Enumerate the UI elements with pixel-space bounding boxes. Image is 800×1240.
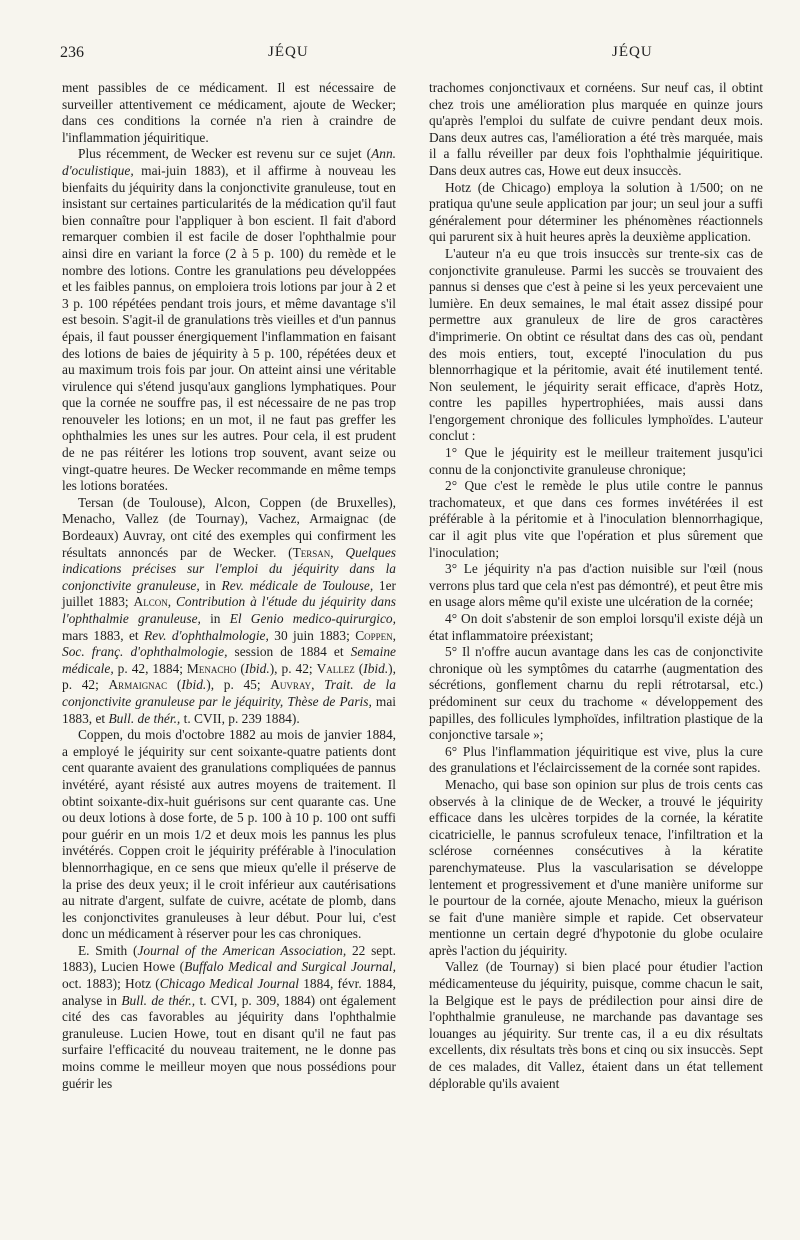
text-run: mai-juin 1883), et il affirme à nouveau les bienfaits du jéquirity dans la conjonctivite granuleuse, tout en insistant sur certaines particularités de la médication qu'il faut bien connaître pour l'appliquer à bon escient. Il fait d'abord remarquer combien il est facile de doser l'ophthalmie pour ainsi dire en variant la force (2 à 5 p. 100) du remède et le nombre des lotions. Contre les granulations peu développées et les faibles pannus, on emploiera trois lotions par jour à 2 et 3 p. 100 répétées pendant trois jours, et même davantage s'il est besoin. S'agit-il de granulations très vieilles et d'un pannus épais, il faut pousser énergiquement l'inflammation en faisant des lotions de baies de jéquirity à 5 p. 100, répétées deux et au maximum trois fois par jour. On atteint ainsi une véritable virulence qui s'étend jusqu'aux ganglions lymphatiques. Pour que la cornée ne souffre pas, il est nécessaire de ne pas trop renouveler les lotions; en un mot, il ne faut pas greffer les ophthalmies les unes sur les autres. Pour cela, il est prudent de ne pas réitérer les lotions trop souvent, avant seize ou vingt-quatre heures. De Wecker recommande en même temps les lotions boratées. [62, 162, 396, 494]
running-head-right: JÉQU [612, 44, 653, 60]
paragraph: Vallez (de Tournay) si bien placé pour étudier l'action médicamenteuse du jéquirity, puisque, comme chacun le sait, la Belgique est le pays de prédilection pour ainsi dire de l'ophthalmie granuleuse, ne marchande pas davantage ses louanges au jéquirity. Sur trente cas, il a eu dix résultats excellents, dix résultats très bons et cinq ou six insuccès. Sept de ces malades, dit Vallez, étaient dans un état tellement déplorable qu'ils avaient [429, 959, 763, 1091]
text-run: session de 1884 et [227, 644, 351, 660]
paragraph: Hotz (de Chicago) employa la solution à 1/500; on ne pratiqua qu'une seule application par jour; un seul jour a suffi généralement pour déterminer les phénomènes réactionnels qui parurent six à huit heures après la deuxième application. [429, 179, 763, 245]
conclusion-item: 2° Que c'est le remède le plus utile contre le pannus trachomateux, et que dans ces formes invétérées il est préférable à la péritomie et à l'inoculation blennorrhagique, car il agit plus vite que l'opération et plus sûrement que l'inoculation; [429, 478, 763, 560]
text-run: p. 42, 1884; [113, 660, 187, 676]
left-column [62, 80, 396, 1092]
author-name: Auvray, [270, 677, 315, 693]
text-run: t. CVI, p. 309, 1884) ont également cité des cas favorables au jéquirity dans l'ophthalmie granuleuse. Lucien Howe, tout en disant qu'il ne faut pas surfaire l'efficacité du nouveau traitement, ne le donne pas moins comme le meilleur moyen que nous possédions pour guérir les [62, 992, 397, 1091]
text-run: 22 sept. 1883), Lucien Howe ( [62, 942, 396, 975]
text-run: E. Smith ( [78, 942, 138, 958]
citation: Trait. de la conjonctivite granuleuse par le jéquirity, Thèse de Paris, [62, 677, 396, 709]
text-run: 1er juillet 1883; [62, 577, 396, 610]
text-run: ), p. 42; [62, 660, 396, 693]
citation: Journal of the American Association, [137, 942, 347, 958]
citation: Rev. d'ophthalmologie, [144, 627, 269, 643]
paragraph [62, 495, 396, 727]
conclusion-item: 1° Que le jéquirity est le meilleur traitement jusqu'ici connu de la conjonctivite granuleuse chronique; [429, 445, 763, 477]
citation: Rev. médicale de Toulouse, [221, 577, 374, 593]
text-run: ), p. 42; [269, 660, 317, 676]
conclusion-item: 6° Plus l'inflammation jéquiritique est vive, plus la cure des granulations et l'éclaircissement de la cornée sont rapides. [429, 743, 763, 776]
author-name: Tersan, [292, 544, 334, 560]
page-number: 236 [60, 44, 84, 61]
right-column [429, 80, 763, 1092]
citation: Ann. d'oculistique, [62, 146, 396, 178]
text-run: 30 juin 1883; [268, 627, 356, 643]
citation: Contribution à l'étude du jéquirity dans l'ophthalmie granuleuse, [62, 594, 396, 626]
text-run: oct. 1883); Hotz ( [62, 976, 160, 992]
author-name: Alcon, [133, 594, 172, 610]
conclusion-item: 5° Il n'offre aucun avantage dans les cas de conjonctivite chronique où les symptômes du catarrhe (augmentation des sécrétions, gonflement charnu du repli rétrotarsal, etc.) prédominent sur ceux du trachome « développement des papilles, des follicules lymphoïdes, infiltration plastique de la conjonctive tarsale »; [429, 644, 763, 743]
text-run: ( [354, 660, 364, 676]
text-run [314, 677, 324, 692]
running-head-left: JÉQU [268, 44, 309, 60]
text-run: mars 1883, et [62, 627, 145, 643]
text-run: mai 1883, et [62, 693, 396, 726]
author-name: Armaignac [108, 677, 168, 693]
paragraph: Menacho, qui base son opinion sur plus de trois cents cas observés à la clinique de de Wecker, a trouvé le jéquirity efficace dans les ulcères torpides de la cornée, la kératite cicatricielle, le pannus scrofuleux tenace, l'infiltration et la sclérose cornéennes consécutives à la kératite parenchymateuse. Plus la vascularisation se développe lentement et progressivement et d'une manière uniforme sur le pourtour de la cornée, ajoute Menacho, mieux la guérison se fait d'une manière simple et rapide. Cet observateur mentionne un certain degré d'hypotonie du globe oculaire après l'action du jéquirity. [429, 776, 763, 958]
citation: Soc. franç. d'ophthalmologie, [62, 644, 228, 660]
citation: El Genio medico-quirurgico, [229, 611, 396, 626]
text-run: 1884, févr. 1884, analyse in [62, 976, 396, 1008]
author-name: Coppen, [355, 627, 396, 643]
text-run: ( [167, 677, 182, 693]
text-run: in [199, 577, 222, 593]
citation: Buffalo Medical and Surgical Journal, [184, 959, 396, 975]
conclusion-item: 4° On doit s'abstenir de son emploi lorsqu'il existe déjà un état inflammatoire préexistant; [429, 611, 763, 643]
text-run: Plus récemment, de Wecker est revenu sur ce sujet ( [78, 146, 372, 162]
citation: Quelques indications précises sur l'emploi du jéquirity dans la conjonctivite granuleuse, [62, 544, 396, 593]
text-run: Tersan (de Toulouse), Alcon, Coppen (de Bruxelles), Menacho, Vallez (de Tournay), Vachez, Armaignac (de Bordeaux) Auvray, ont cité des exemples qui confirment les résultats annoncés par de Wecker. ( [62, 494, 396, 560]
page-header [40, 44, 760, 66]
paragraph [62, 146, 396, 494]
citation: Ibid. [363, 660, 389, 676]
paragraph [62, 943, 396, 1092]
citation: Semaine médicale, [62, 644, 396, 676]
text-run [334, 545, 346, 560]
paragraph: L'auteur n'a eu que trois insuccès sur trente-six cas de conjonctivite granuleuse. Parmi les succès se trouvaient des pannus si denses que c'est à peine si les yeux percevaient une lumière. En deux semaines, le mal était assez dissipé pour permettre aux granuleux de lire de gros caractères d'imprimerie. On obtint ce résultat dans des cas où, pendant des mois entiers, tout, excepté l'inoculation du pus blennorrhagique et la péritomie, avait été inutilement tenté. Non seulement, le jéquirity serait efficace, d'après Hotz, contre les papilles hypertrophiées, mais aussi dans l'engorgement chronique des follicules lymphoïdes. L'auteur conclut : [429, 245, 763, 444]
citation: Bull. de thér., [121, 992, 196, 1008]
paragraph: Coppen, du mois d'octobre 1882 au mois de janvier 1884, a employé le jéquirity sur cent soixante-quatre patients dont cent quarante avaient des granulations compliquées de pannus invétéré, ayant résisté aux autres moyens de traitement. Il obtint soixante-dix-huit guérisons sur cent quarante cas. Une ou deux lotions à dose forte, de 5 p. 100 à 10 p. 100 ont suffi pour guérir en un mois 1/2 et deux mois les pannus les plus invétérés. Coppen croit le jéquirity préférable à l'inoculation blennorrhagique, en ce sens que mieux qu'elle il préserve de la prise des deux yeux; il le croit inférieur aux cautérisations au nitrate d'argent, sulfate de cuivre, acétate de plomb, dans les conjonctivites granuleuses à leur début. Pour lui, c'est donc un médicament à réserver pour les cas chroniques. [62, 727, 396, 942]
citation: Ibid. [181, 677, 207, 693]
text-run: t. CVII, p. 239 1884). [180, 710, 300, 726]
citation: Chicago Medical Journal [159, 976, 299, 992]
paragraph: ment passibles de ce médicament. Il est nécessaire de surveiller attentivement ce médicament, ajoute de Wecker; dans ces conditions la cornée n'a rien à craindre de l'inflammation jéquiritique. [62, 80, 396, 145]
author-name: Vallez [316, 660, 355, 676]
paragraph: trachomes conjonctivaux et cornéens. Sur neuf cas, il obtint chez trois une amélioration plus marquée en quinze jours qu'après l'emploi du sulfate de cuivre pendant deux mois. Dans deux autres cas, l'amélioration a été très marquée, mais il a fallu réveiller par deux fois l'ophthalmie jéquiritique. Dans deux autres cas, Howe eut deux insuccès. [429, 80, 763, 178]
author-name: Menacho [186, 660, 237, 676]
citation: Ibid. [244, 660, 270, 676]
conclusion-item: 3° Le jéquirity n'a pas d'action nuisible sur l'œil (nous verrons plus tard que cela n'est pas démontré), et peut être mis en usage alors même qu'il existe une ulcération de la cornée; [429, 561, 763, 610]
text-run: ( [236, 660, 245, 676]
text-run: ), p. 45; [206, 677, 271, 693]
text-run: in [200, 611, 230, 626]
citation: Bull. de thér., [108, 710, 181, 726]
